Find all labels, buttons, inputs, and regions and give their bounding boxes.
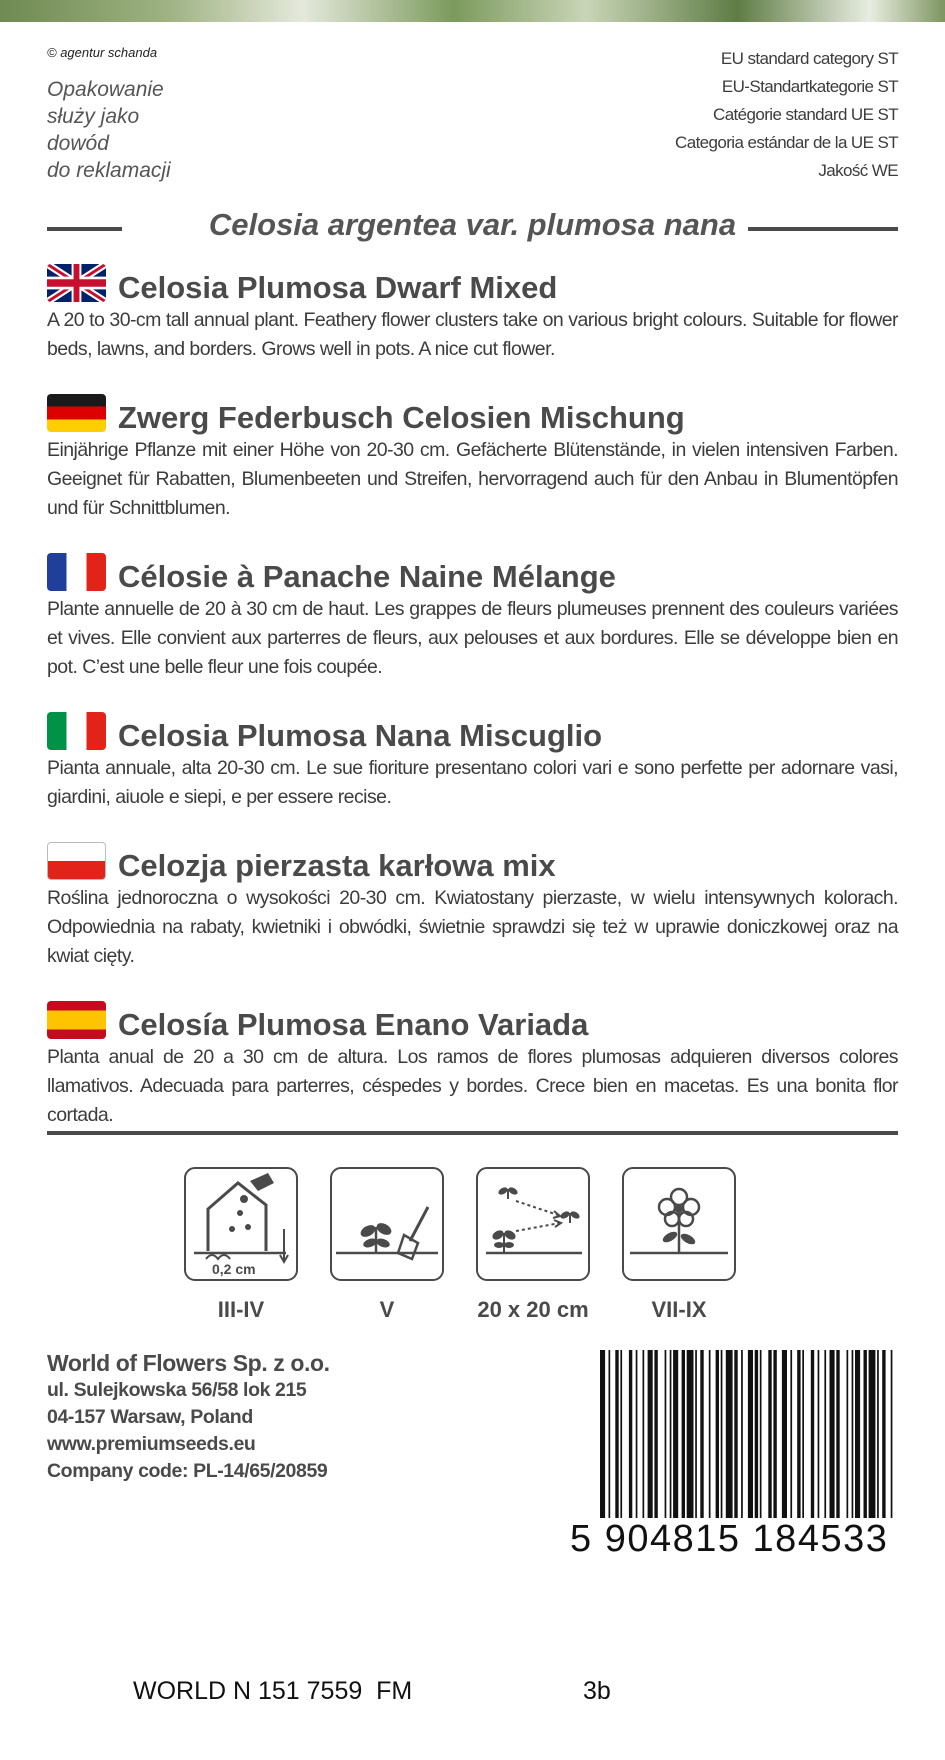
section-title: Zwerg Federbusch Celosien Mischung [118,400,685,435]
print-code: WORLD N 151 7559 FM [133,1677,413,1705]
packaging-note-line: służy jako [47,105,140,128]
category-line: EU standard category ST [720,49,898,68]
packaging-note-line: Opakowanie [47,78,164,101]
latin-name [47,207,898,243]
category-line: EU-Standartkategorie ST [721,77,898,96]
copyright-notice: © agentur schanda [47,45,158,60]
section-title: Célosie à Panache Naine Mélange [118,559,616,594]
print-version: 3b [583,1677,611,1705]
header-photo-strip [0,0,945,22]
section-text: Einjährige Pflanze mit einer Höhe von 20-30 cm. Gefächerte Blütenstände, in vielen intensiven Farben. Geeignet für Rabatten, Blumenbeeten und Streifen, hervorragend auch für den Anbau in Blumentöpfen und für Schnittblumen. [47,439,898,519]
company-address-line: ul. Sulejkowska 56/58 lok 215 [47,1379,307,1401]
section-text: Pianta annuale, alta 20-30 cm. Le sue fioriture presentano colori vari e sono perfette per adornare vasi, giardini, aiuole e siepi, e per essere recise. [47,757,898,808]
section-text: Roślina jednoroczna o wysokości 20-30 cm. Kwiatostany pierzaste, w wielu intensywnych kolorach. Odpowiednia na rabaty, kwietniki i obwódki, świetnie sprawdzi się też w uprawie doniczkowej oraz na kwiat cięty. [47,887,898,967]
section-text: Planta anual de 20 a 30 cm de altura. Los ramos de flores plumosas adquieren diversos colores llamativos. Adecuada para parterres, céspedes y bordes. Crece bien en macetas. Es una bonita flor cortada. [47,1046,898,1126]
germany-flag-icon [47,394,106,432]
spacing-icon [476,1167,590,1281]
uk-flag-icon [47,264,106,302]
quality-categories [675,45,898,185]
italy-flag-icon [47,712,106,750]
packaging-note [47,76,217,184]
flowering-icon [622,1167,736,1281]
icon-label: V [379,1297,395,1322]
category-line: Jakość WE [818,161,898,180]
company-code: Company code: PL-14/65/20859 [47,1460,328,1482]
category-line: Categoria estándar de la UE ST [675,133,898,152]
indoor-sowing-icon [184,1167,298,1281]
bottom-divider [47,1131,898,1135]
packaging-note-line: do reklamacji [47,159,171,182]
latin-name-row [47,207,898,247]
latin-name-text: Celosia argentea var. plumosa nana [197,207,748,242]
transplant-icon [330,1167,444,1281]
france-flag-icon [47,553,106,591]
company-name: World of Flowers Sp. z o.o. [47,1350,330,1376]
section-title: Celosia Plumosa Dwarf Mixed [118,270,558,305]
barcode-digits: 5 904815 184533 [570,1518,889,1560]
icon-label: III-IV [217,1297,265,1322]
section-title: Celozja pierzasta karłowa mix [118,848,556,883]
packaging-note-line: dowód [47,132,109,155]
section-text: Plante annuelle de 20 à 30 cm de haut. Les grappes de fleurs plumeuses prennent des couleurs variées et vives. Elle convient aux parterres de fleurs, aux pelouses et aux bordures. Elle se développe bien en pot. C’est une belle fleur une fois coupée. [47,598,898,678]
company-address-line: 04-157 Warsaw, Poland [47,1406,253,1428]
company-website: www.premiumseeds.eu [47,1433,256,1455]
section-text: A 20 to 30-cm tall annual plant. Feathery flower clusters take on various bright colours. Suitable for flower beds, lawns, and borders. Grows well in pots. A nice cut flower. [47,309,898,360]
company-info [47,1350,330,1485]
spain-flag-icon [47,1001,106,1039]
icon-label: 20 x 20 cm [477,1297,589,1322]
category-line: Catégorie standard UE ST [713,105,898,124]
sowing-depth-label: 0,2 cm [212,1261,256,1277]
section-title: Celosía Plumosa Enano Variada [118,1007,589,1042]
section-title: Celosia Plumosa Nana Miscuglio [118,718,603,753]
icon-label: VII-IX [651,1297,707,1322]
poland-flag-icon [47,842,106,880]
